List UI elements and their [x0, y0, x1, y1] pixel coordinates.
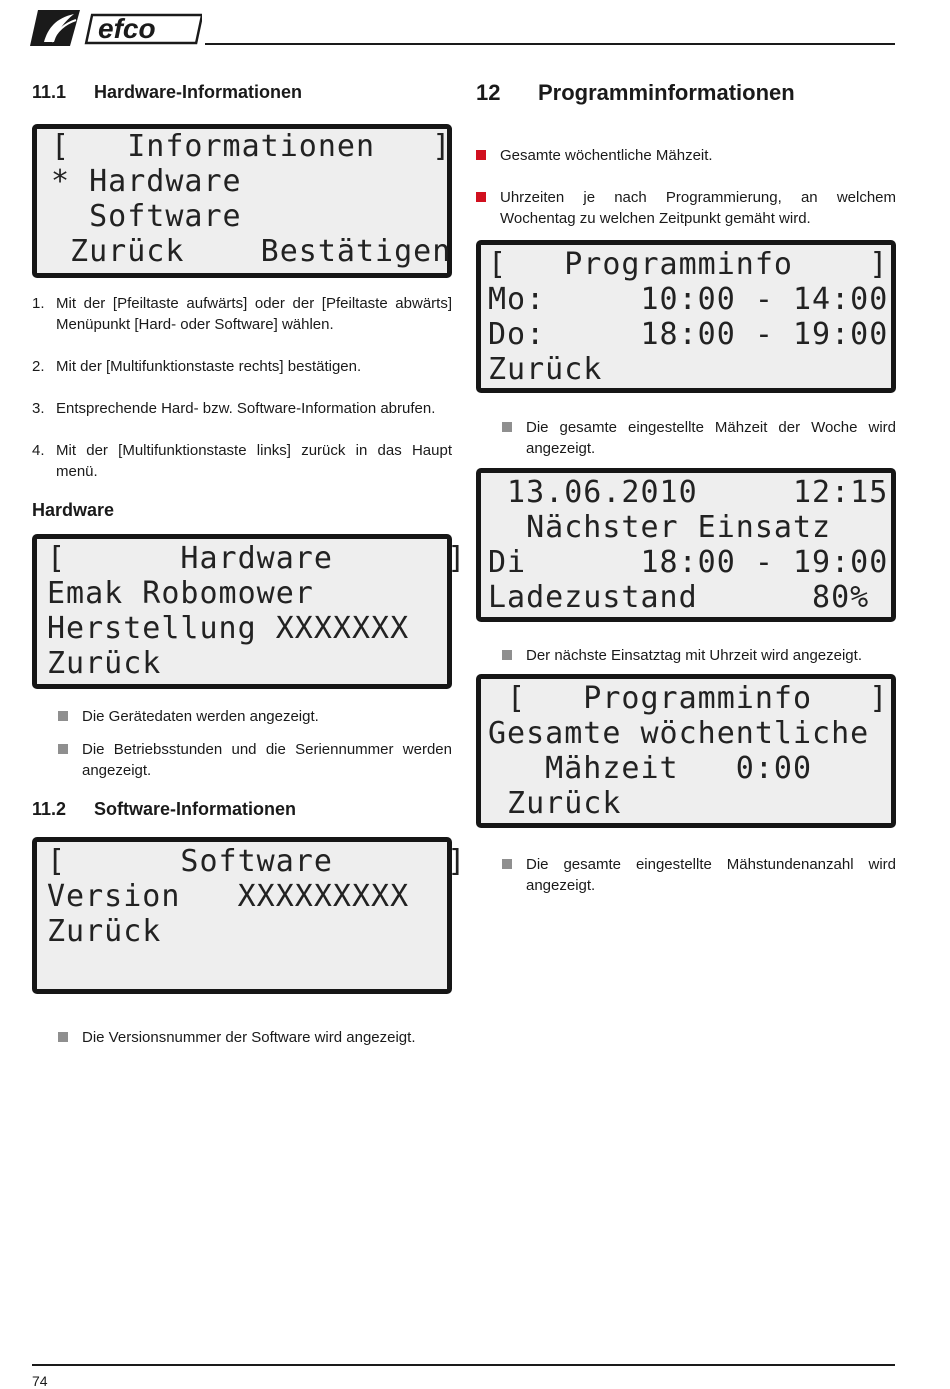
lcd-line: * Hardware	[51, 164, 242, 199]
lcd-line: Emak Robomower	[47, 576, 314, 611]
right-column	[476, 80, 896, 896]
step-text: Entsprechende Hard- bzw. Software-Information abrufen.	[56, 400, 436, 417]
square-bullet-icon	[502, 650, 512, 660]
lcd-line: Software	[51, 199, 242, 234]
square-bullet-icon	[58, 711, 68, 721]
square-bullet-icon	[502, 859, 512, 869]
lcd-line: Zurück Bestätigen	[51, 234, 452, 269]
bullet-item	[502, 645, 896, 666]
bullet-text: Uhrzeiten je nach Programmierung, an welchem Wochentag zu welchen Zeitpunkt gemäht wird.	[500, 189, 896, 227]
lcd-line: Di 18:00 - 19:00	[488, 545, 889, 580]
step-text: Mit der [Multifunktionstaste links] zurück in das Haupt menü.	[56, 442, 452, 480]
lcd-line: Ladezustand 80%	[488, 580, 870, 615]
lcd-line: Herstellung XXXXXXX	[47, 611, 410, 646]
square-bullet-icon	[476, 192, 486, 202]
section-title: Programminformationen	[538, 80, 795, 105]
lcd-software	[32, 837, 467, 994]
lcd-line: Zurück	[488, 786, 622, 821]
lcd-programminfo-schedule	[476, 240, 896, 393]
section-number: 12	[476, 80, 501, 105]
hardware-heading: Hardware	[32, 500, 115, 520]
step-number: 3.	[32, 400, 45, 417]
footer-rule	[32, 1364, 895, 1366]
square-bullet-icon	[476, 150, 486, 160]
bullet-text: Der nächste Einsatztag mit Uhrzeit wird angezeigt.	[526, 647, 862, 664]
bullet-item	[58, 706, 452, 727]
step-text: Mit der [Pfeiltaste aufwärts] oder der [Pfeiltaste abwärts] Menüpunkt [Hard- oder Software] wählen.	[56, 295, 452, 333]
svg-text:efco: efco	[98, 13, 156, 44]
lcd-next-job	[476, 468, 896, 622]
bullet-text: Die Betriebsstunden und die Seriennummer werden angezeigt.	[82, 741, 452, 779]
header-rule	[205, 43, 895, 45]
section-number: 11.1	[32, 82, 67, 102]
lcd-line: Zurück	[47, 914, 162, 949]
page-number: 74	[32, 1373, 48, 1389]
lcd-programminfo-total	[476, 674, 896, 828]
square-bullet-icon	[58, 1032, 68, 1042]
lcd-line: [ Software ]	[47, 844, 467, 879]
bullet-item	[58, 1027, 452, 1048]
section-title: Software-Informationen	[94, 799, 297, 819]
bullet-item	[58, 739, 452, 781]
bullet-item	[502, 854, 896, 896]
step-item	[32, 356, 452, 377]
lcd-line: [ Programminfo ]	[488, 247, 889, 282]
section-number: 11.2	[32, 799, 67, 819]
bullet-item	[502, 417, 896, 459]
bullet-item	[476, 145, 896, 166]
lcd-line: Gesamte wöchentliche	[488, 716, 870, 751]
square-bullet-icon	[58, 744, 68, 754]
bullet-text: Die gesamte eingestellte Mähzeit der Woche wird angezeigt.	[526, 419, 896, 457]
lcd-informationen	[32, 124, 452, 278]
section-title: Hardware-Informationen	[94, 82, 303, 102]
step-item	[32, 440, 452, 482]
lcd-line: Zurück	[47, 646, 162, 681]
bullet-text: Die Gerätedaten werden angezeigt.	[82, 708, 319, 725]
lcd-line: Nächster Einsatz	[488, 510, 832, 545]
lcd-line: Do: 18:00 - 19:00	[488, 317, 889, 352]
bullet-text: Die Versionsnummer der Software wird angezeigt.	[82, 1029, 416, 1046]
step-item	[32, 398, 452, 419]
step-number: 1.	[32, 295, 45, 312]
efco-logo	[30, 6, 202, 50]
step-item	[32, 293, 452, 335]
section-heading-11-1	[32, 82, 452, 103]
square-bullet-icon	[502, 422, 512, 432]
bullet-item	[476, 187, 896, 229]
bullet-text: Gesamte wöchentliche Mähzeit.	[500, 147, 713, 164]
section-heading-11-2	[32, 799, 452, 820]
bullet-text: Die gesamte eingestellte Mähstundenanzahl wird angezeigt.	[526, 856, 896, 894]
lcd-line: [ Programminfo ]	[488, 681, 889, 716]
step-number: 4.	[32, 442, 45, 459]
lcd-line: 13.06.2010 12:15	[488, 475, 889, 510]
step-text: Mit der [Multifunktionstaste rechts] bestätigen.	[56, 358, 362, 375]
left-column	[32, 82, 467, 1048]
lcd-hardware	[32, 534, 467, 689]
section-heading-12	[476, 80, 896, 106]
lcd-line: [ Informationen ]	[51, 129, 452, 164]
lcd-line: Mähzeit 0:00	[488, 751, 813, 786]
lcd-line: [ Hardware ]	[47, 541, 467, 576]
lcd-line: Version XXXXXXXXX	[47, 879, 410, 914]
instruction-steps	[32, 293, 452, 482]
step-number: 2.	[32, 358, 45, 375]
lcd-line: Mo: 10:00 - 14:00	[488, 282, 889, 317]
lcd-line: Zurück	[488, 352, 603, 387]
